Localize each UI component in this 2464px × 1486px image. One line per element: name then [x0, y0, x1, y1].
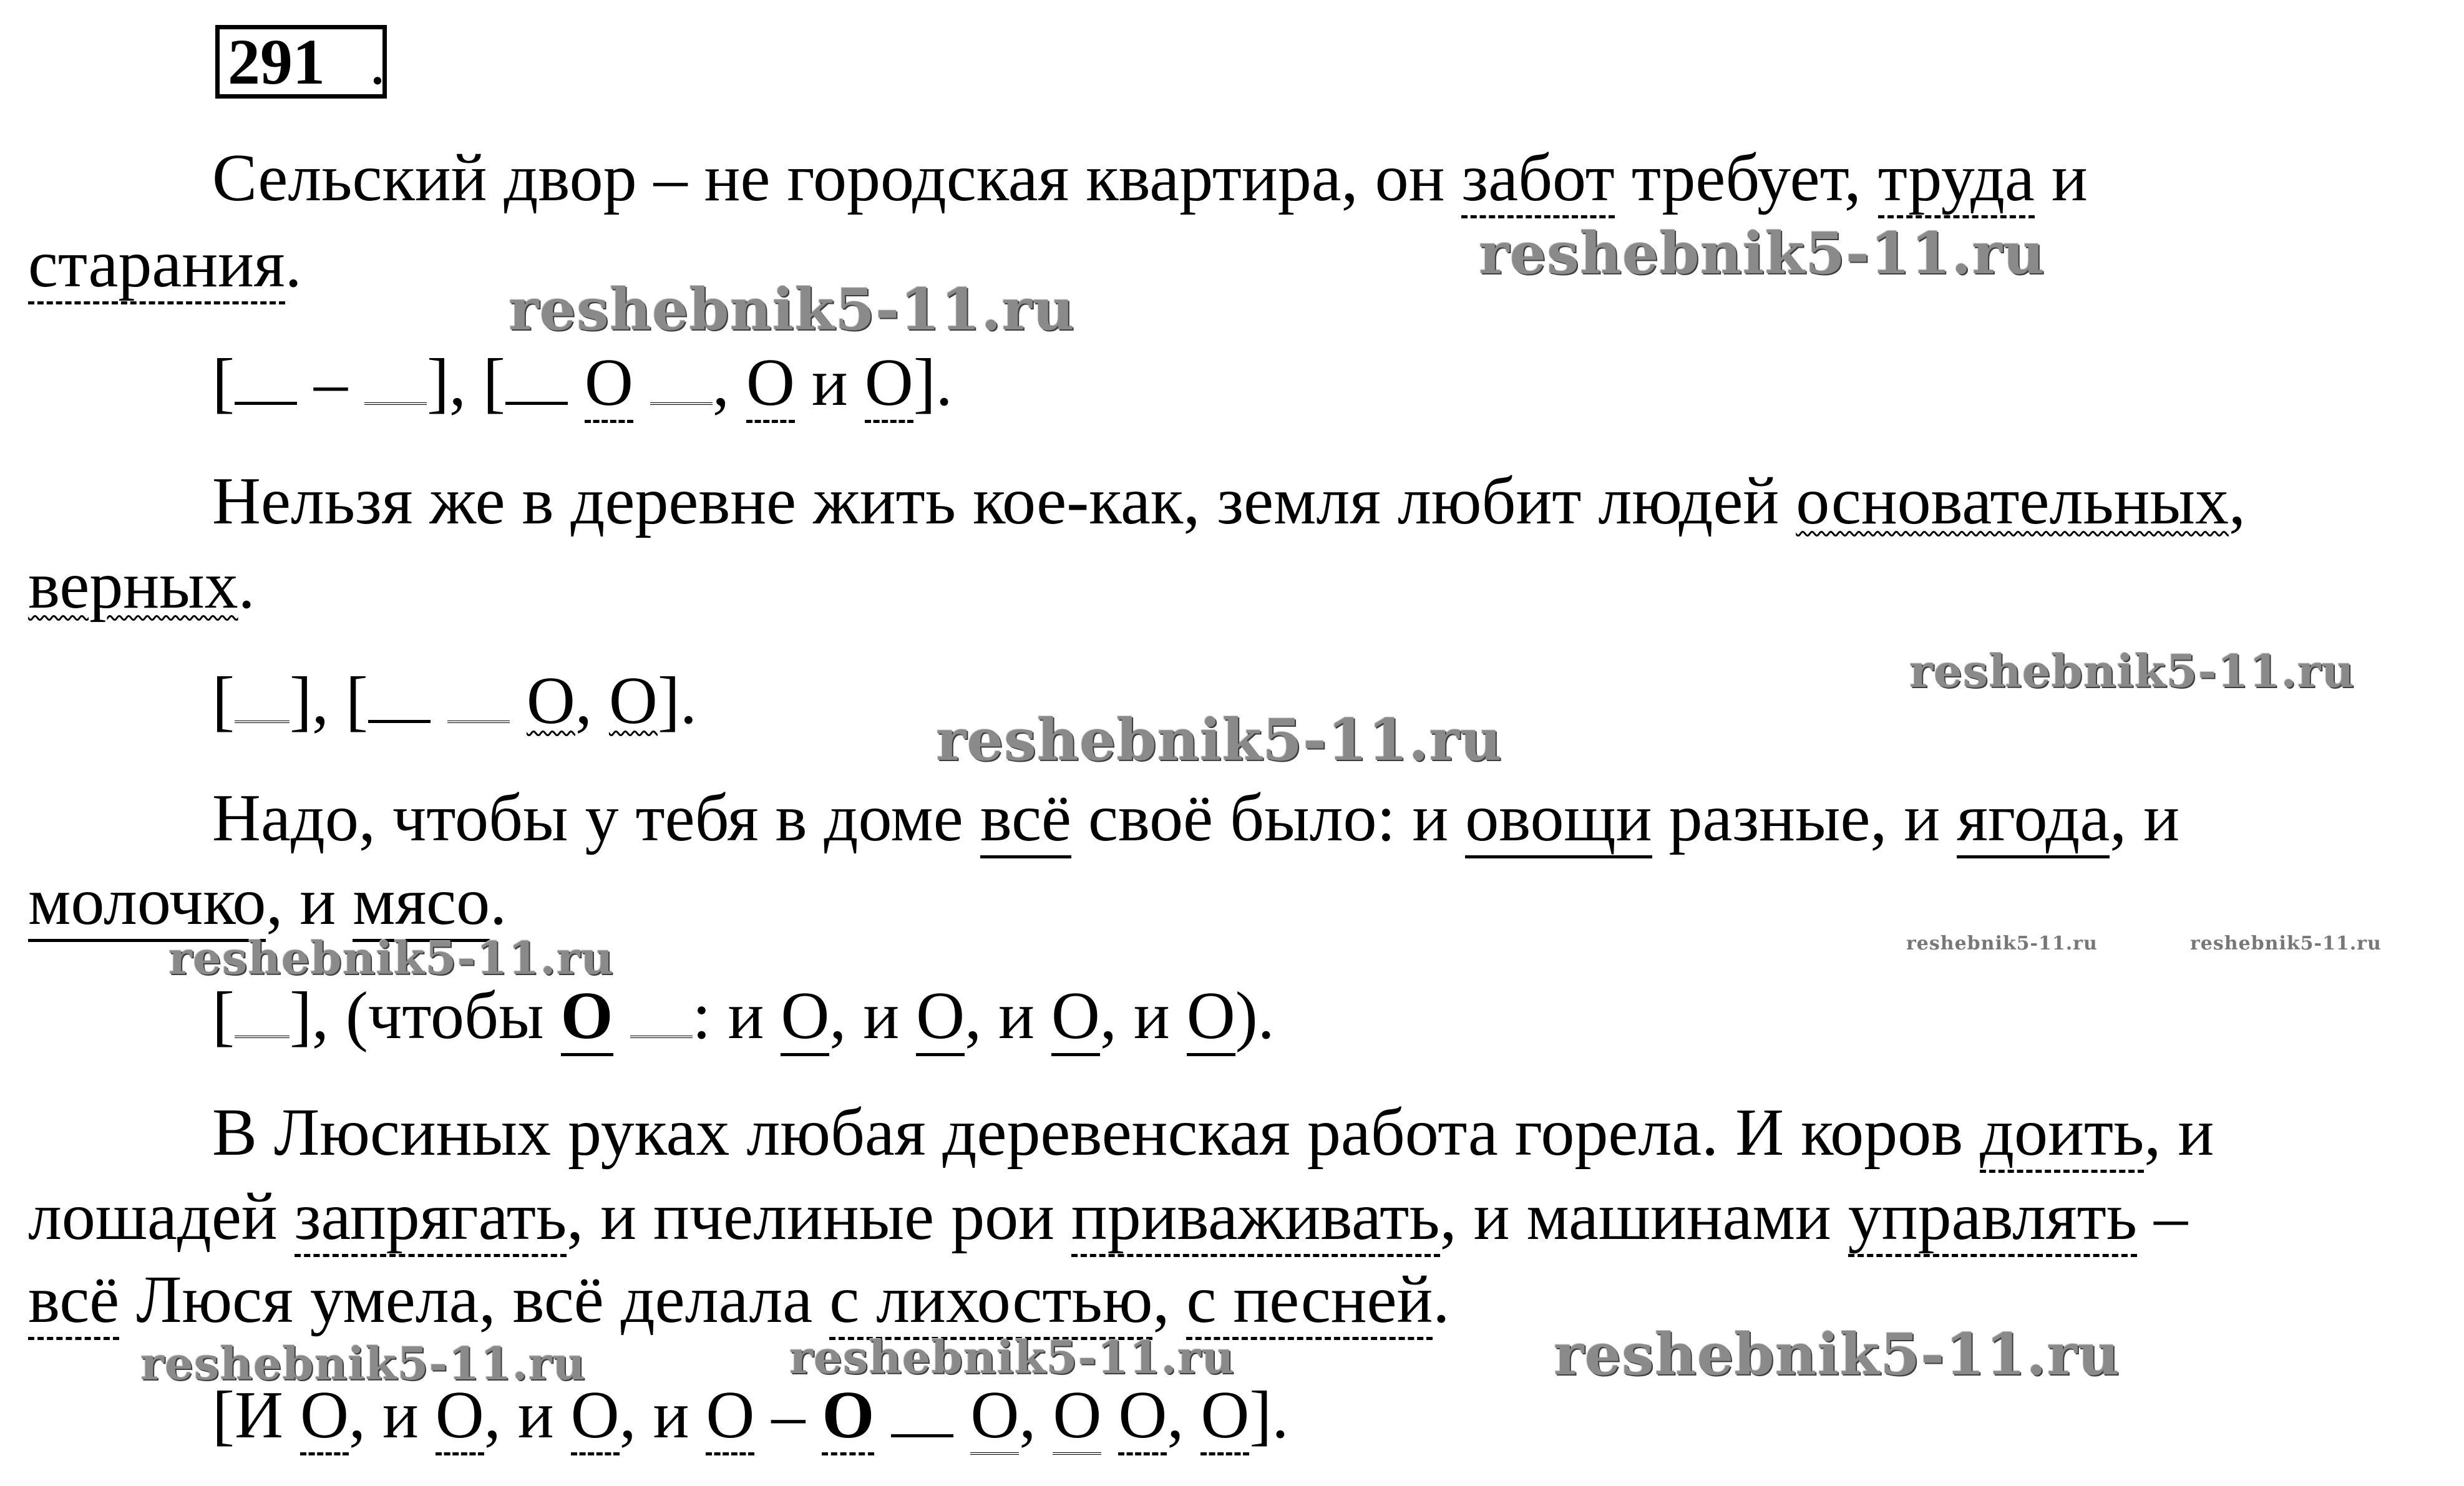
separator: , и: [484, 1378, 571, 1452]
object-word: забот: [1461, 141, 1614, 218]
homogeneous-member: O: [436, 1378, 484, 1455]
adverbial-phrase: с песней: [1186, 1263, 1433, 1340]
subject-word: всё: [980, 781, 1071, 858]
p4-line1: [212, 1095, 2214, 1170]
predicate-line: [630, 1031, 693, 1038]
comma: ,: [1167, 1378, 1201, 1452]
predicate-line: [447, 716, 510, 723]
homogeneous-member: O: [746, 346, 795, 423]
text: , и: [266, 865, 353, 939]
watermark: reshebnik5-11.ru: [2190, 933, 2382, 954]
object-word: доить: [1980, 1095, 2144, 1173]
comma: ,: [575, 664, 609, 738]
predicate-line: [235, 1031, 290, 1038]
subject-word: ягода: [1957, 781, 2110, 858]
clause-close: ).: [1235, 979, 1275, 1053]
subject-line: [505, 399, 568, 405]
bracket: ], [: [289, 664, 368, 738]
comma: ,: [712, 346, 729, 420]
predicate-line: [650, 397, 713, 405]
text: .: [285, 227, 302, 301]
attribute-word: верных: [28, 548, 238, 623]
attribute-word: основательных: [1796, 464, 2229, 538]
text: .: [1433, 1263, 1450, 1337]
text: Люся умела, всё делала: [119, 1263, 830, 1337]
text: В Люсиных руках любая деревенская работа горела. И коров: [212, 1095, 1980, 1170]
bracket: ], [: [426, 346, 505, 420]
homogeneous-member: O: [706, 1378, 754, 1455]
homogeneous-member: O: [571, 1378, 620, 1455]
separator: , и: [348, 1378, 436, 1452]
text: разные, и: [1652, 781, 1957, 855]
text: .: [490, 865, 507, 939]
text: Сельский двор – не городская квартира, он: [212, 141, 1462, 215]
subject-word: мясо: [353, 865, 490, 942]
homogeneous-member: O: [1051, 979, 1100, 1056]
text: .: [238, 548, 255, 623]
predicate-line: [364, 397, 427, 405]
space: [1101, 1378, 1118, 1452]
separator: , и: [1099, 979, 1187, 1053]
text: , и машинами: [1439, 1180, 1848, 1254]
separator: , и: [965, 979, 1051, 1053]
homogeneous-predicate: O: [1053, 1378, 1101, 1455]
adverbial-phrase: с лихостью: [829, 1263, 1152, 1340]
p1-line2: [28, 227, 302, 301]
subject-line: [891, 1432, 953, 1437]
homogeneous-member: O: [608, 664, 658, 738]
separator: , и: [619, 1378, 706, 1452]
predicate-line: [235, 716, 290, 723]
bracket: ].: [657, 664, 697, 738]
colon: : и: [692, 979, 781, 1053]
p3-line1: [212, 781, 2180, 855]
dash: –: [754, 1378, 822, 1452]
bracket: [: [212, 664, 235, 738]
text: ,: [1152, 1263, 1187, 1337]
p3-line2: [28, 865, 507, 939]
watermark: reshebnik5-11.ru: [936, 706, 1502, 774]
text: своё было: и: [1071, 781, 1466, 855]
watermark: reshebnik5-11.ru: [789, 1331, 1235, 1384]
p2-line1: [212, 464, 2246, 538]
adverbial-member: O: [1200, 1378, 1249, 1455]
adverbial-member: O: [1118, 1378, 1167, 1455]
subject-word: овощи: [1465, 781, 1652, 858]
exercise-number: 291: [228, 26, 325, 98]
object-word: запрягать: [295, 1180, 567, 1257]
watermark: reshebnik5-11.ru: [1906, 933, 2098, 954]
bracket: [: [212, 979, 235, 1053]
dash: –: [296, 346, 364, 420]
separator: , и: [829, 979, 917, 1053]
homogeneous-member: O: [865, 346, 913, 423]
watermark: reshebnik5-11.ru: [509, 276, 1075, 343]
bracket: ].: [1249, 1378, 1289, 1452]
text: –: [2137, 1180, 2188, 1254]
homogeneous-member: O: [1187, 979, 1235, 1056]
p1-scheme: [212, 346, 953, 420]
object-word: труда: [1878, 141, 2035, 218]
clause-open: ], (чтобы: [289, 979, 561, 1053]
p2-scheme: [212, 664, 697, 738]
exercise-number-dot: .: [369, 26, 386, 98]
subject-word: молочко: [28, 865, 266, 942]
object-word: старания: [28, 227, 285, 304]
watermark: reshebnik5-11.ru: [1554, 1321, 2120, 1388]
watermark: reshebnik5-11.ru: [1479, 220, 2045, 287]
object-word: управлять: [1848, 1180, 2137, 1257]
homogeneous-member: O: [781, 979, 829, 1056]
homogeneous-member: O: [585, 346, 633, 423]
p4-line2: [28, 1180, 2188, 1254]
p4-scheme: [212, 1378, 1289, 1452]
p1-line1: [212, 141, 2088, 215]
text: требует,: [1614, 141, 1878, 215]
text: , и: [2144, 1095, 2214, 1170]
homogeneous-predicate: O: [970, 1378, 1019, 1455]
text: , и: [2110, 781, 2180, 855]
subject-line: [235, 399, 297, 405]
p4-line3: [28, 1263, 1450, 1337]
text: ,: [2229, 464, 2246, 538]
bracket: ].: [913, 346, 953, 420]
subject-line: [368, 717, 431, 723]
p2-line2: [28, 548, 255, 623]
text: лошадей: [28, 1180, 295, 1254]
object-word: всё: [28, 1263, 119, 1340]
watermark: reshebnik5-11.ru: [168, 931, 614, 984]
text: Нельзя же в деревне жить кое-как, земля любит людей: [212, 464, 1796, 538]
text: и: [2034, 141, 2088, 215]
conjunction: и: [794, 346, 865, 420]
generalizing-word: O: [822, 1378, 874, 1455]
comma: ,: [1019, 1378, 1053, 1452]
text: Надо, чтобы у тебя в доме: [212, 781, 980, 855]
object-word: приваживать: [1071, 1180, 1440, 1257]
watermark: reshebnik5-11.ru: [1909, 644, 2355, 697]
homogeneous-member: O: [300, 1378, 349, 1455]
text: , и пчелиные рои: [567, 1180, 1071, 1254]
watermark: reshebnik5-11.ru: [140, 1337, 586, 1390]
p3-scheme: [212, 979, 1275, 1053]
bracket: [: [212, 346, 235, 420]
generalizing-word: O: [561, 979, 613, 1056]
bracket: [И: [212, 1378, 300, 1452]
homogeneous-member: O: [526, 664, 575, 738]
homogeneous-member: O: [916, 979, 965, 1056]
